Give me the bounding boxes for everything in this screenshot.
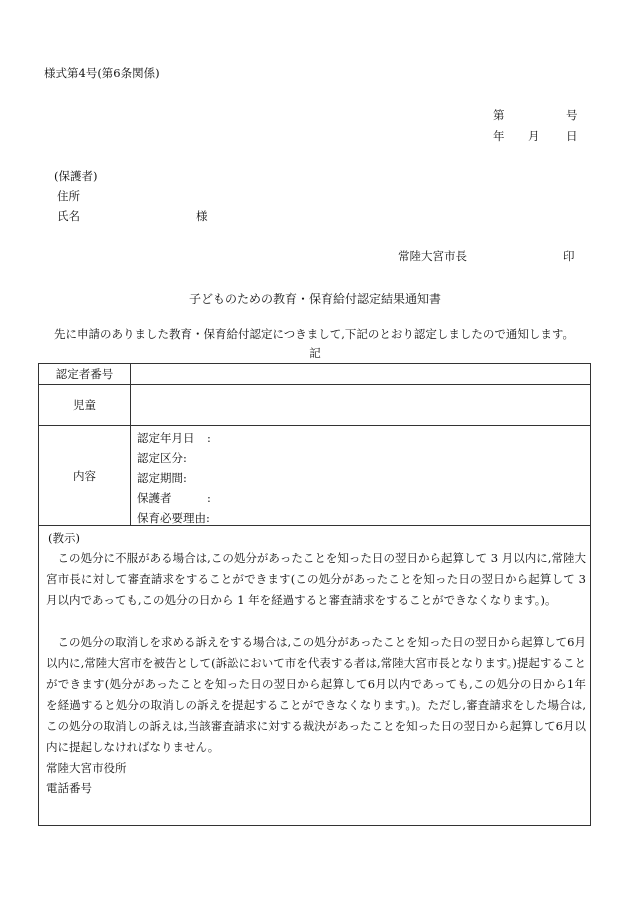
instruction-notes — [39, 526, 590, 825]
field-guardian: 保護者 : — [137, 491, 211, 505]
certification-table — [38, 363, 591, 826]
seal-mark: 印 — [563, 249, 575, 263]
recipient-number-label: 認定者番号 — [39, 364, 131, 384]
document-number-suffix: 号 — [566, 108, 578, 122]
office-name: 常陸大宮市役所 — [46, 761, 127, 775]
recipient-number-row — [39, 364, 590, 385]
child-row — [39, 385, 590, 426]
issuer-mayor: 常陸大宮市長 — [398, 249, 467, 263]
notes-paragraph-lawsuit: この処分の取消しを求める訴えをする場合は,この処分があったことを知った日の翌日から起算して6月以内に,常陸大宮市を被告として(訴訟において市を代表する者は,常陸大宮市長となります。)提起することができます(処分があったことを知った日の翌日から起算して6月以内であっても,この処分の日から1年を経過すると処分の取消しの訴えを提起することができなくなります。)。ただし,審査請求をした場合は,この処分の取消しの訴えは,当該審査請求に対する裁決があったことを知った日の翌日から起算して6月以内に提起しなければなりません。 — [46, 635, 586, 754]
date-day-label: 日 — [566, 129, 578, 143]
address-label: 住所 — [57, 189, 80, 203]
notes-paragraph-appeal: この処分に不服がある場合は,この処分があったことを知った日の翌日から起算して 3 月以内に,常陸大宮市長に対して審査請求をすることができます(この処分があったことを知った日の翌日から起算して 3 月以内であっても,この処分の日から 1 年を経過すると審査請求をすることができなくなります。)。 — [46, 551, 586, 607]
ki-mark: 記 — [309, 346, 321, 360]
guardian-label: (保護者) — [54, 169, 98, 183]
field-care-reason: 保育必要理由: — [137, 511, 210, 525]
content-row — [39, 426, 590, 526]
child-label: 児童 — [39, 385, 131, 425]
field-certification-period: 認定期間: — [137, 471, 187, 485]
intro-text: 先に申請のありました教育・保育給付認定につきまして,下記のとおり認定しましたので通知します。 — [54, 327, 575, 341]
document-title: 子どものための教育・保育給付認定結果通知書 — [188, 292, 441, 306]
field-certification-category: 認定区分: — [137, 451, 187, 465]
document-number-label: 第 — [493, 108, 505, 122]
date-year-label: 年 — [493, 129, 505, 143]
form-number: 様式第4号(第6条関係) — [44, 66, 160, 80]
notes-heading: (教示) — [48, 531, 80, 545]
honorific: 様 — [196, 209, 208, 223]
field-certification-date: 認定年月日 : — [137, 431, 211, 445]
content-label: 内容 — [39, 426, 131, 525]
date-month-label: 月 — [528, 129, 540, 143]
phone-label: 電話番号 — [46, 781, 92, 795]
name-label: 氏名 — [57, 209, 80, 223]
